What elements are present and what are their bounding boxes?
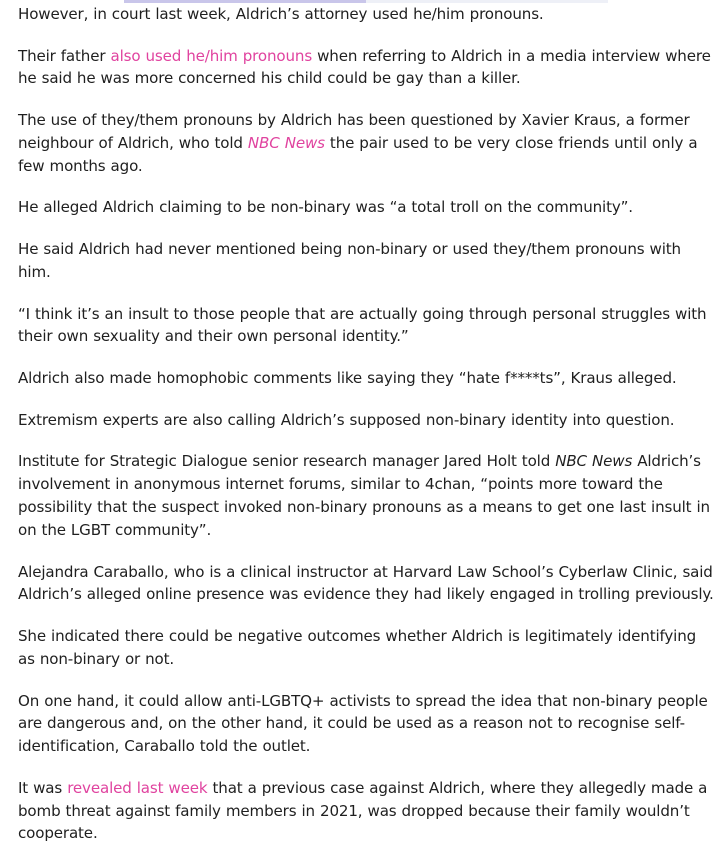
paragraph-text: Institute for Strategic Dialogue senior research manager Jared Holt told (18, 452, 556, 471)
paragraph-text: He alleged Aldrich claiming to be non-binary was “a total troll on the community”. (18, 198, 633, 217)
article-paragraph (18, 45, 717, 91)
article-paragraph (18, 690, 717, 758)
paragraph-text: It was (18, 778, 68, 797)
inline-link[interactable]: also used he/him pronouns (110, 46, 313, 65)
paragraph-text: Alejandra Caraballo, who is a clinical instructor at Harvard Law School’s Cyberlaw Clinic, said Aldrich’s alleged online presence was evidence they had likely engaged in trolling previously. (18, 562, 714, 604)
article-paragraph (18, 3, 717, 26)
paragraph-text: The use of they/them pronouns by Aldrich has been questioned by Xavier Kraus, a former neighbour of Aldrich, who told (18, 111, 690, 152)
paragraph-text: that a previous case against Aldrich, where they allegedly made a bomb threat against family members in 2021, was dropped because their family wouldn’t cooperate. (18, 778, 708, 843)
article-paragraph (18, 409, 717, 432)
publication-name: NBC News (555, 452, 633, 471)
paragraph-text: “I think it’s an insult to those people that are actually going through personal struggles with their own sexuality and their own personal identity.” (18, 304, 707, 346)
article-paragraph (18, 303, 717, 349)
article-paragraph (18, 561, 717, 607)
source-link[interactable]: NBC News (247, 133, 325, 152)
article-paragraph (18, 777, 717, 845)
paragraph-text: Extremism experts are also calling Aldrich’s supposed non-binary identity into question. (18, 410, 675, 429)
paragraph-text: the pair used to be very close friends until only a few months ago. (18, 133, 698, 175)
article-body (18, 3, 717, 864)
paragraph-text: He said Aldrich had never mentioned being non-binary or used they/them pronouns with him. (18, 240, 681, 281)
paragraph-text: Aldrich also made homophobic comments like saying they “hate f****ts”, Kraus alleged. (18, 369, 677, 388)
article-paragraph (18, 109, 717, 177)
paragraph-text: She indicated there could be negative outcomes whether Aldrich is legitimately identifying as non-binary or not. (18, 627, 697, 668)
article-paragraph (18, 367, 717, 390)
article-paragraph (18, 238, 717, 284)
paragraph-text: Aldrich’s involvement in anonymous internet forums, similar to 4chan, “points more toward the possibility that the suspect invoked non-binary pronouns as a means to get one last insult in on the LGBT community”. (18, 452, 710, 539)
article-paragraph (18, 196, 717, 219)
paragraph-text: On one hand, it could allow anti-LGBTQ+ activists to spread the idea that non-binary people are dangerous and, on the other hand, it could be used as a reason not to recognise self-identification, Caraballo told the outlet. (18, 691, 708, 756)
paragraph-text: Their father (18, 46, 111, 65)
article-paragraph (18, 625, 717, 671)
paragraph-text: when referring to Aldrich in a media interview where he said he was more concerned his child could be gay than a killer. (18, 46, 711, 88)
paragraph-text: However, in court last week, Aldrich’s attorney used he/him pronouns. (18, 5, 544, 23)
article-paragraph (18, 450, 717, 541)
inline-link[interactable]: revealed last week (67, 778, 208, 797)
